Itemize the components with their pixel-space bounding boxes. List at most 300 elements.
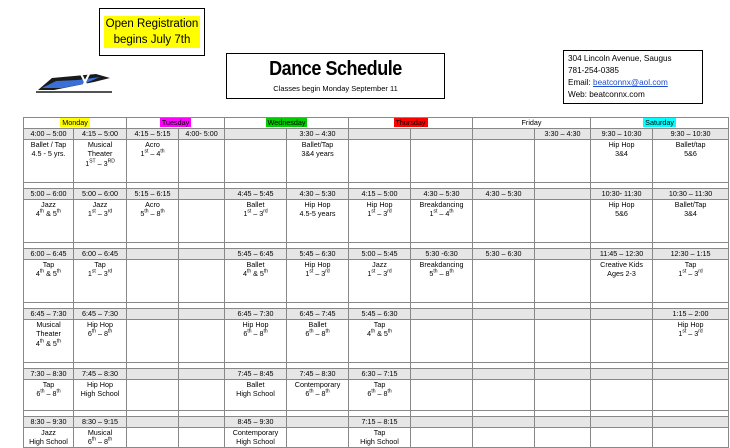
schedule-table bbox=[23, 117, 729, 448]
class-cell bbox=[653, 427, 729, 447]
class-line: Breakdancing bbox=[419, 199, 464, 209]
time-cell bbox=[411, 368, 473, 379]
ordinal-suffix: th bbox=[108, 328, 113, 335]
class-line: 1ST – 3RD bbox=[85, 158, 115, 168]
class-line: Musical bbox=[36, 319, 61, 329]
time-cell bbox=[535, 308, 591, 319]
ordinal-suffix: rd bbox=[387, 208, 392, 215]
class-cell bbox=[225, 199, 287, 242]
ordinal-suffix: ST bbox=[89, 158, 96, 165]
time-row bbox=[24, 308, 729, 319]
ordinal-suffix: rd bbox=[107, 208, 113, 215]
ordinal-suffix: rd bbox=[107, 268, 113, 275]
class-cell bbox=[24, 427, 74, 447]
class-line: Tap bbox=[373, 427, 386, 437]
registration-line-2: begins July 7th bbox=[113, 34, 191, 46]
class-line: 6th – 8th bbox=[87, 436, 113, 446]
time-cell: 1:15 – 2:00 bbox=[653, 308, 729, 319]
time-cell: 8:45 – 9:30 bbox=[225, 416, 287, 427]
time-cell bbox=[473, 308, 535, 319]
class-cell bbox=[535, 199, 591, 242]
time-cell bbox=[179, 188, 225, 199]
ordinal-suffix: th bbox=[387, 328, 393, 335]
class-line: Theater bbox=[87, 149, 113, 158]
class-line: 4th & 5th bbox=[35, 338, 62, 348]
time-cell: 7:45 – 8:30 bbox=[74, 368, 127, 379]
class-line: 1st – 4th bbox=[429, 208, 454, 218]
class-cell bbox=[591, 379, 653, 410]
class-cell bbox=[535, 427, 591, 447]
ordinal-suffix: th bbox=[144, 208, 149, 215]
class-line: 3&4 years bbox=[301, 149, 334, 158]
day-header-tuesday bbox=[127, 118, 225, 129]
class-line: Ages 2-3 bbox=[607, 269, 636, 278]
time-cell bbox=[411, 308, 473, 319]
time-cell bbox=[535, 368, 591, 379]
time-cell: 5:45 – 6:45 bbox=[225, 248, 287, 259]
ordinal-suffix: th bbox=[39, 208, 45, 215]
class-cell bbox=[349, 427, 411, 447]
class-line: 4.5 - 5 yrs. bbox=[31, 149, 66, 158]
ordinal-suffix: st bbox=[247, 208, 252, 215]
ordinal-suffix: th bbox=[370, 328, 376, 335]
time-cell: 4:00 – 5:00 bbox=[24, 128, 74, 139]
time-cell: 10:30 – 11:30 bbox=[653, 188, 729, 199]
class-cell bbox=[473, 379, 535, 410]
time-cell: 4:30 – 5:30 bbox=[411, 188, 473, 199]
class-line: 4th & 5th bbox=[366, 328, 393, 338]
class-cell bbox=[349, 139, 411, 182]
class-cell bbox=[287, 199, 349, 242]
class-line: 4th & 5th bbox=[35, 208, 62, 218]
time-cell: 6:00 – 6:45 bbox=[74, 248, 127, 259]
time-cell: 5:45 – 6:30 bbox=[287, 248, 349, 259]
class-line: 3&4 bbox=[684, 209, 697, 218]
time-cell: 12:30 – 1:15 bbox=[653, 248, 729, 259]
class-cell bbox=[287, 139, 349, 182]
time-cell bbox=[127, 416, 179, 427]
ordinal-suffix: th bbox=[309, 328, 314, 335]
class-cell bbox=[653, 379, 729, 410]
class-cell bbox=[225, 139, 287, 182]
time-cell: 4:00- 5:00 bbox=[179, 128, 225, 139]
time-cell: 4:30 – 5:30 bbox=[473, 188, 535, 199]
class-line: Ballet/tap bbox=[675, 139, 706, 149]
class-line: Hip Hop bbox=[608, 199, 635, 209]
time-cell: 5:00 – 6:00 bbox=[74, 188, 127, 199]
time-cell: 10:30- 11:30 bbox=[591, 188, 653, 199]
time-row bbox=[24, 368, 729, 379]
class-cell bbox=[287, 379, 349, 410]
class-line: 1st – 3rd bbox=[87, 268, 113, 278]
class-line: Hip Hop bbox=[366, 199, 393, 209]
class-line: 1st – 3rd bbox=[678, 268, 703, 278]
class-cell bbox=[179, 139, 225, 182]
time-cell bbox=[127, 248, 179, 259]
time-cell bbox=[535, 416, 591, 427]
ordinal-suffix: th bbox=[309, 388, 314, 395]
time-cell: 6:00 – 6:45 bbox=[24, 248, 74, 259]
time-cell bbox=[179, 368, 225, 379]
ordinal-suffix: rd bbox=[698, 328, 703, 335]
class-line: Hip Hop bbox=[304, 199, 331, 209]
time-cell: 9:30 – 10:30 bbox=[591, 128, 653, 139]
class-line: Acro bbox=[145, 199, 160, 209]
ordinal-suffix: st bbox=[371, 208, 376, 215]
class-line: 4th & 5th bbox=[35, 268, 62, 278]
time-cell: 4:45 – 5:45 bbox=[225, 188, 287, 199]
page-title: Dance Schedule bbox=[269, 58, 402, 80]
class-cell bbox=[24, 259, 74, 302]
class-line: Ballet/Tap bbox=[674, 199, 707, 209]
ordinal-suffix: st bbox=[91, 208, 96, 215]
time-cell: 7:45 – 8:30 bbox=[287, 368, 349, 379]
class-cell bbox=[411, 199, 473, 242]
ordinal-suffix: th bbox=[56, 338, 62, 345]
class-cell bbox=[24, 139, 74, 182]
class-cell bbox=[179, 427, 225, 447]
time-cell bbox=[473, 416, 535, 427]
time-cell bbox=[225, 128, 287, 139]
class-row bbox=[24, 199, 729, 242]
class-line: Tap bbox=[373, 319, 386, 329]
day-header-saturday bbox=[591, 118, 729, 129]
class-line: Jazz bbox=[41, 199, 56, 209]
ordinal-suffix: th bbox=[39, 338, 45, 345]
ordinal-suffix: th bbox=[433, 268, 438, 275]
time-row bbox=[24, 128, 729, 139]
time-cell: 3:30 – 4:30 bbox=[535, 128, 591, 139]
class-line: Musical bbox=[87, 139, 113, 149]
class-row bbox=[24, 427, 729, 447]
class-cell bbox=[535, 139, 591, 182]
class-line: Hip Hop bbox=[304, 259, 331, 269]
class-cell bbox=[179, 319, 225, 362]
class-line: Ballet bbox=[246, 259, 265, 269]
ordinal-suffix: st bbox=[91, 268, 96, 275]
class-row bbox=[24, 139, 729, 182]
ordinal-suffix: rd bbox=[325, 268, 330, 275]
class-cell bbox=[24, 379, 74, 410]
class-cell bbox=[653, 199, 729, 242]
ordinal-suffix: st bbox=[433, 208, 438, 215]
time-cell: 3:30 – 4:30 bbox=[287, 128, 349, 139]
class-line: Breakdancing bbox=[419, 259, 464, 269]
class-line: Jazz bbox=[41, 427, 56, 437]
class-line: Hip Hop bbox=[87, 319, 113, 329]
time-cell bbox=[535, 188, 591, 199]
time-row bbox=[24, 248, 729, 259]
class-cell bbox=[127, 379, 179, 410]
time-row bbox=[24, 416, 729, 427]
class-line: 6th – 8th bbox=[305, 388, 330, 398]
class-cell bbox=[127, 259, 179, 302]
class-cell bbox=[127, 319, 179, 362]
class-line: 6th – 8th bbox=[243, 328, 268, 338]
ordinal-suffix: th bbox=[387, 388, 392, 395]
contact-web: Web: beatconnx.com bbox=[568, 90, 645, 99]
time-cell: 6:45 – 7:30 bbox=[225, 308, 287, 319]
class-cell bbox=[74, 259, 127, 302]
ordinal-suffix: st bbox=[144, 148, 149, 155]
class-cell bbox=[535, 259, 591, 302]
ordinal-suffix: th bbox=[263, 328, 268, 335]
class-cell bbox=[473, 139, 535, 182]
registration-highlight bbox=[104, 16, 201, 48]
class-cell bbox=[411, 259, 473, 302]
class-line: 4.5-5 years bbox=[299, 209, 336, 218]
ordinal-suffix: th bbox=[56, 268, 62, 275]
contact-address: 304 Lincoln Avenue, Saugus bbox=[568, 54, 672, 63]
class-line: Hip Hop bbox=[677, 319, 704, 329]
day-label: Friday bbox=[521, 118, 542, 127]
ordinal-suffix: th bbox=[325, 388, 330, 395]
day-label: Monday bbox=[62, 118, 88, 127]
day-header-monday bbox=[24, 118, 127, 129]
time-cell: 6:45 – 7:30 bbox=[24, 308, 74, 319]
time-row bbox=[24, 188, 729, 199]
time-cell bbox=[591, 416, 653, 427]
day-header-row bbox=[24, 118, 729, 129]
class-line: Tap bbox=[42, 259, 55, 269]
class-cell bbox=[127, 139, 179, 182]
class-line: Ballet / Tap bbox=[30, 139, 67, 149]
class-line: 5th – 8th bbox=[140, 208, 165, 218]
time-cell bbox=[411, 416, 473, 427]
ordinal-suffix: th bbox=[449, 268, 454, 275]
contact-email-label: Email: bbox=[568, 78, 594, 87]
ordinal-suffix: th bbox=[160, 208, 165, 215]
class-line: Ballet/Tap bbox=[301, 139, 334, 149]
class-line: Contemporary bbox=[294, 379, 341, 389]
class-line: 4th & 5th bbox=[242, 268, 269, 278]
class-cell bbox=[473, 427, 535, 447]
ordinal-suffix: th bbox=[108, 436, 113, 443]
ordinal-suffix: th bbox=[40, 388, 45, 395]
class-line: Ballet bbox=[308, 319, 327, 329]
time-cell: 6:30 – 7:15 bbox=[349, 368, 411, 379]
class-cell bbox=[591, 199, 653, 242]
class-cell bbox=[653, 259, 729, 302]
time-cell: 6:45 – 7:45 bbox=[287, 308, 349, 319]
class-cell bbox=[225, 259, 287, 302]
day-label: Tuesday bbox=[161, 118, 190, 127]
class-cell bbox=[349, 379, 411, 410]
time-cell: 5:30 – 6:30 bbox=[473, 248, 535, 259]
class-cell bbox=[127, 427, 179, 447]
class-cell bbox=[74, 379, 127, 410]
day-header-thursday bbox=[349, 118, 473, 129]
class-cell bbox=[473, 259, 535, 302]
day-label: Saturday bbox=[645, 118, 674, 127]
class-cell bbox=[349, 259, 411, 302]
time-cell: 4:30 – 5:30 bbox=[287, 188, 349, 199]
class-line: 1st – 3rd bbox=[305, 268, 330, 278]
registration-notice bbox=[99, 8, 205, 56]
class-cell bbox=[225, 427, 287, 447]
day-header-friday bbox=[473, 118, 591, 129]
class-cell bbox=[473, 199, 535, 242]
ordinal-suffix: th bbox=[39, 268, 45, 275]
ordinal-suffix: rd bbox=[263, 208, 268, 215]
ordinal-suffix: th bbox=[263, 268, 269, 275]
class-cell bbox=[74, 319, 127, 362]
class-line: Jazz bbox=[372, 259, 387, 269]
ordinal-suffix: th bbox=[246, 268, 252, 275]
time-cell bbox=[653, 416, 729, 427]
class-cell bbox=[591, 319, 653, 362]
time-cell bbox=[473, 368, 535, 379]
time-cell bbox=[287, 416, 349, 427]
class-line: High School bbox=[29, 437, 68, 446]
time-cell: 5:00 – 6:00 bbox=[24, 188, 74, 199]
class-cell bbox=[535, 319, 591, 362]
day-label: Thursday bbox=[395, 118, 426, 127]
class-line: 1st – 3rd bbox=[678, 328, 703, 338]
class-cell bbox=[287, 259, 349, 302]
class-line: 5&6 bbox=[684, 149, 697, 158]
registration-line-1: Open Registration bbox=[105, 18, 199, 30]
ordinal-suffix: th bbox=[449, 208, 454, 215]
class-cell bbox=[74, 427, 127, 447]
time-cell: 7:15 – 8:15 bbox=[349, 416, 411, 427]
contact-box bbox=[563, 50, 703, 104]
class-cell bbox=[411, 139, 473, 182]
day-header-wednesday bbox=[225, 118, 349, 129]
time-cell: 4:15 – 5:00 bbox=[74, 128, 127, 139]
class-cell bbox=[287, 427, 349, 447]
ordinal-suffix: th bbox=[91, 328, 96, 335]
class-cell bbox=[179, 199, 225, 242]
time-cell bbox=[591, 308, 653, 319]
time-cell bbox=[411, 128, 473, 139]
time-cell: 4:15 – 5:15 bbox=[127, 128, 179, 139]
ordinal-suffix: rd bbox=[698, 268, 703, 275]
class-cell bbox=[591, 139, 653, 182]
class-line: Theater bbox=[36, 329, 61, 338]
time-cell: 4:15 – 5:00 bbox=[349, 188, 411, 199]
class-line: 5&6 bbox=[615, 209, 628, 218]
class-line: Acro bbox=[145, 139, 160, 149]
class-line: Hip Hop bbox=[242, 319, 269, 329]
class-cell bbox=[653, 139, 729, 182]
class-row bbox=[24, 319, 729, 362]
ordinal-suffix: st bbox=[309, 268, 314, 275]
class-cell bbox=[411, 379, 473, 410]
class-cell bbox=[349, 319, 411, 362]
time-cell bbox=[179, 416, 225, 427]
class-cell bbox=[74, 199, 127, 242]
class-line: Hip Hop bbox=[87, 379, 113, 389]
time-cell bbox=[349, 128, 411, 139]
class-cell bbox=[179, 259, 225, 302]
class-cell bbox=[74, 139, 127, 182]
ordinal-suffix: th bbox=[325, 328, 330, 335]
time-cell: 7:30 – 8:30 bbox=[24, 368, 74, 379]
class-cell bbox=[225, 319, 287, 362]
ordinal-suffix: RD bbox=[107, 158, 115, 165]
time-cell bbox=[653, 368, 729, 379]
time-cell bbox=[179, 308, 225, 319]
class-cell bbox=[591, 259, 653, 302]
class-cell bbox=[225, 379, 287, 410]
class-cell bbox=[473, 319, 535, 362]
class-line: Ballet bbox=[246, 199, 265, 209]
class-line: High School bbox=[80, 389, 120, 398]
time-cell: 5:15 – 6:15 bbox=[127, 188, 179, 199]
class-cell bbox=[411, 319, 473, 362]
time-cell bbox=[473, 128, 535, 139]
contact-phone: 781-254-0385 bbox=[568, 66, 619, 75]
class-line: 6th – 8th bbox=[36, 388, 61, 398]
class-line: Tap bbox=[684, 259, 697, 269]
class-cell bbox=[287, 319, 349, 362]
ordinal-suffix: th bbox=[91, 436, 96, 443]
class-line: Contemporary bbox=[232, 427, 279, 437]
class-line: 1st – 3rd bbox=[367, 208, 392, 218]
ordinal-suffix: th bbox=[56, 388, 61, 395]
time-cell bbox=[127, 308, 179, 319]
class-line: 1st – 4th bbox=[140, 148, 165, 158]
time-cell bbox=[179, 248, 225, 259]
class-line: 1st – 3rd bbox=[367, 268, 392, 278]
ordinal-suffix: th bbox=[56, 208, 62, 215]
class-cell bbox=[349, 199, 411, 242]
time-cell: 8:30 – 9:15 bbox=[74, 416, 127, 427]
class-cell bbox=[127, 199, 179, 242]
class-line: 1st – 3rd bbox=[243, 208, 268, 218]
class-line: High School bbox=[360, 437, 399, 446]
class-line: Ballet bbox=[246, 379, 265, 389]
class-line: Creative Kids bbox=[600, 259, 643, 269]
ordinal-suffix: rd bbox=[387, 268, 392, 275]
time-cell: 9:30 – 10:30 bbox=[653, 128, 729, 139]
class-cell bbox=[179, 379, 225, 410]
page-subtitle: Classes begin Monday September 11 bbox=[273, 84, 398, 93]
time-cell: 5:30 -6:30 bbox=[411, 248, 473, 259]
time-cell: 8:30 – 9:30 bbox=[24, 416, 74, 427]
class-line: Tap bbox=[373, 379, 386, 389]
class-line: Hip Hop bbox=[608, 139, 635, 149]
time-cell: 5:00 – 5:45 bbox=[349, 248, 411, 259]
ordinal-suffix: st bbox=[682, 328, 687, 335]
class-line: Musical bbox=[87, 427, 113, 437]
ordinal-suffix: st bbox=[682, 268, 687, 275]
class-cell bbox=[24, 199, 74, 242]
day-label: Wednesday bbox=[267, 118, 306, 127]
ordinal-suffix: th bbox=[371, 388, 376, 395]
class-line: High School bbox=[236, 437, 275, 446]
class-cell bbox=[24, 319, 74, 362]
ordinal-suffix: st bbox=[371, 268, 376, 275]
class-cell bbox=[411, 427, 473, 447]
class-line: 3&4 bbox=[615, 149, 628, 158]
class-line: 6th – 8th bbox=[305, 328, 330, 338]
class-line: 1st – 3rd bbox=[87, 208, 113, 218]
class-line: 5th – 8th bbox=[429, 268, 454, 278]
class-line: 6th – 8th bbox=[367, 388, 392, 398]
time-cell bbox=[591, 368, 653, 379]
time-cell: 11:45 – 12:30 bbox=[591, 248, 653, 259]
contact-email-link[interactable]: beatconnx@aol.com bbox=[593, 78, 668, 87]
class-cell bbox=[535, 379, 591, 410]
time-cell bbox=[127, 368, 179, 379]
contact-email-line bbox=[568, 77, 702, 89]
ordinal-suffix: th bbox=[247, 328, 252, 335]
time-cell: 5:45 – 6:30 bbox=[349, 308, 411, 319]
class-row bbox=[24, 259, 729, 302]
time-cell: 6:45 – 7:30 bbox=[74, 308, 127, 319]
